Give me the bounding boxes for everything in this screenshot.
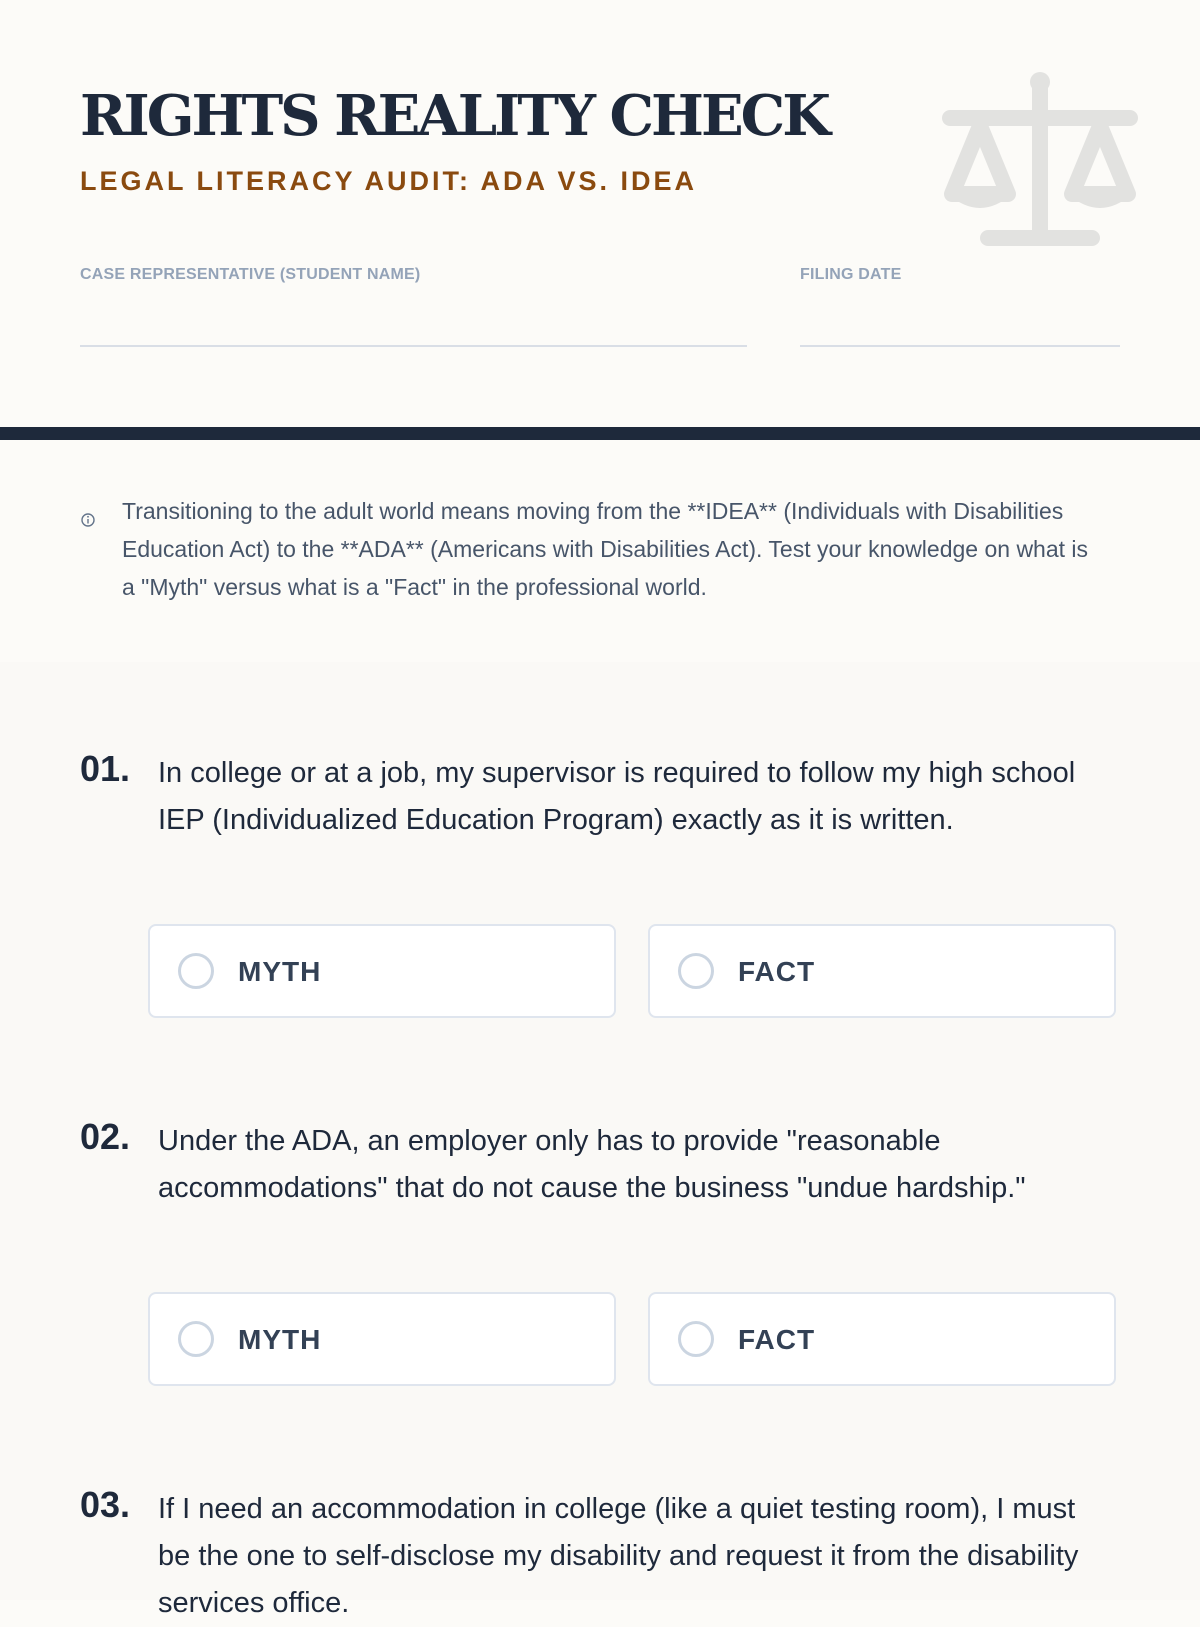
option-label: MYTH [238, 1324, 322, 1355]
balance-scale-icon [940, 70, 1140, 250]
page-title: RIGHTS REALITY CHECK [80, 83, 828, 149]
question-number: 02. [80, 1116, 131, 1157]
filing-date-field[interactable] [800, 345, 1120, 347]
question-text: If I need an accommodation in college (like a quiet testing room), I must be the one to self-disclose my disability and request it from the disability services office. [158, 1493, 1079, 1619]
intro-text: Transitioning to the adult world means moving from the **IDEA** (Individuals with Disabilities Education Act) to the **ADA** (Americans with Disabilities Act). Test your knowledge on what is a "Myth" versus what is a "Fact" in the professional world. [122, 498, 1089, 600]
student-name-label: CASE REPRESENTATIVE (STUDENT NAME) [80, 266, 421, 283]
radio-button[interactable] [178, 953, 214, 989]
radio-button[interactable] [678, 953, 714, 989]
filing-date-label: FILING DATE [800, 266, 902, 283]
question-number: 03. [80, 1484, 131, 1525]
radio-button[interactable] [178, 1321, 214, 1357]
question-text: Under the ADA, an employer only has to provide "reasonable accommodations" that do not cause the business "undue hardship." [158, 1125, 1026, 1204]
q1-fact-option[interactable] [648, 924, 1116, 1018]
q2-myth-option[interactable] [148, 1292, 616, 1386]
header-divider [0, 427, 1200, 440]
option-label: FACT [738, 1324, 816, 1355]
student-name-field[interactable] [80, 345, 747, 347]
question-text: In college or at a job, my supervisor is required to follow my high school IEP (Individualized Education Program) exactly as it is written. [158, 757, 1076, 836]
question-number: 01. [80, 748, 131, 789]
intro-section [0, 440, 1200, 662]
questions-section [0, 662, 1200, 1619]
option-label: MYTH [238, 956, 322, 987]
q2-fact-option[interactable] [648, 1292, 1116, 1386]
radio-button[interactable] [678, 1321, 714, 1357]
page-header [0, 0, 1200, 427]
option-label: FACT [738, 956, 816, 987]
q1-myth-option[interactable] [148, 924, 616, 1018]
page-subtitle: LEGAL LITERACY AUDIT: ADA VS. IDEA [80, 166, 698, 196]
info-icon [80, 512, 96, 528]
